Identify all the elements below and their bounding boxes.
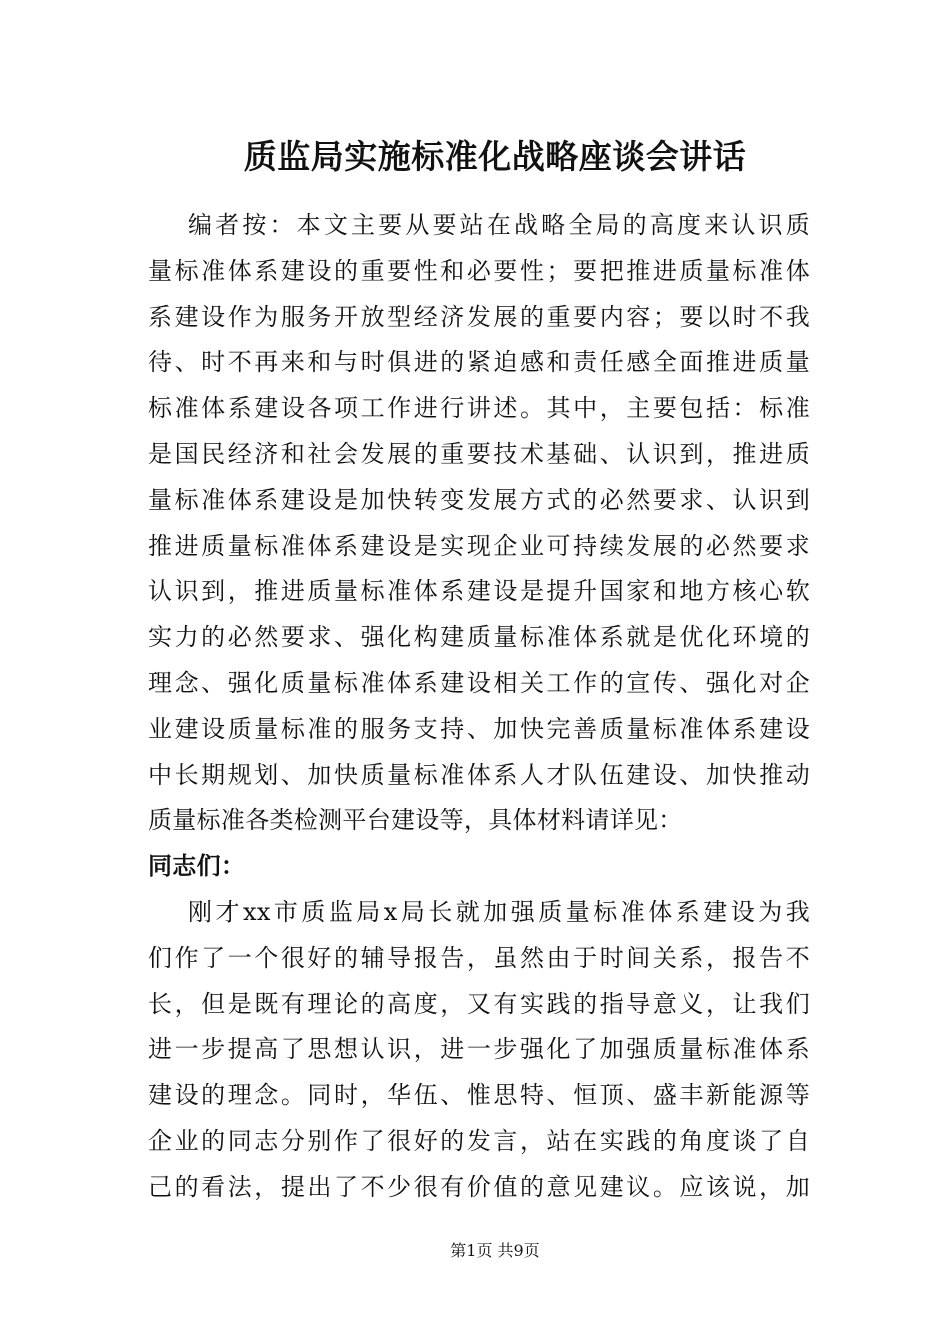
editor-note-line: 业建设质量标准的服务支持、加快完善质量标准体系建设 (148, 714, 810, 743)
editor-note-line: 实力的必然要求、强化构建质量标准体系就是优化环境的 (148, 623, 810, 652)
editor-note-line: 待、时不再来和与时俱进的紧迫感和责任感全面推进质量 (148, 348, 810, 377)
editor-note-line: 质量标准各类检测平台建设等，具体材料请详见： (148, 806, 683, 835)
editor-note-line: 推进质量标准体系建设是实现企业可持续发展的必然要求 (148, 531, 810, 560)
body-line: 长，但是既有理论的高度，又有实践的指导意义，让我们 (148, 989, 810, 1018)
body-line: 己的看法，提出了不少很有价值的意见建议。应该说，加 (148, 1172, 810, 1201)
editor-note-line: 量标准体系建设是加快转变发展方式的必然要求、认识到 (148, 485, 810, 514)
salutation: 同志们： (148, 852, 246, 881)
body-line: 企业的同志分别作了很好的发言，站在实践的角度谈了自 (148, 1126, 810, 1155)
editor-note-line: 系建设作为服务开放型经济发展的重要内容；要以时不我 (148, 302, 810, 331)
page-footer: 第1页 共9页 (450, 1241, 540, 1260)
editor-note-line: 中长期规划、加快质量标准体系人才队伍建设、加快推动 (148, 760, 810, 789)
editor-note-line: 量标准体系建设的重要性和必要性；要把推进质量标准体 (148, 256, 810, 285)
body-line: 建设的理念。同时，华伍、惟思特、恒顶、盛丰新能源等 (148, 1081, 810, 1110)
editor-note-line: 编者按：本文主要从要站在战略全局的高度来认识质 (188, 211, 810, 239)
document-body (148, 203, 810, 1211)
editor-note-line: 标准体系建设各项工作进行讲述。其中，主要包括：标准 (148, 394, 810, 423)
editor-note-line: 理念、强化质量标准体系建设相关工作的宣传、强化对企 (148, 668, 810, 697)
body-line: 刚才xx市质监局x局长就加强质量标准体系建设为我 (188, 897, 810, 926)
body-line: 进一步提高了思想认识，进一步强化了加强质量标准体系 (148, 1035, 810, 1064)
editor-note-line: 是国民经济和社会发展的重要技术基础、认识到，推进质 (148, 439, 810, 468)
editor-note-line: 认识到，推进质量标准体系建设是提升国家和地方核心软 (148, 577, 810, 606)
body-line: 们作了一个很好的辅导报告，虽然由于时间关系，报告不 (148, 943, 810, 972)
document-title: 质监局实施标准化战略座谈会讲话 (243, 137, 747, 176)
